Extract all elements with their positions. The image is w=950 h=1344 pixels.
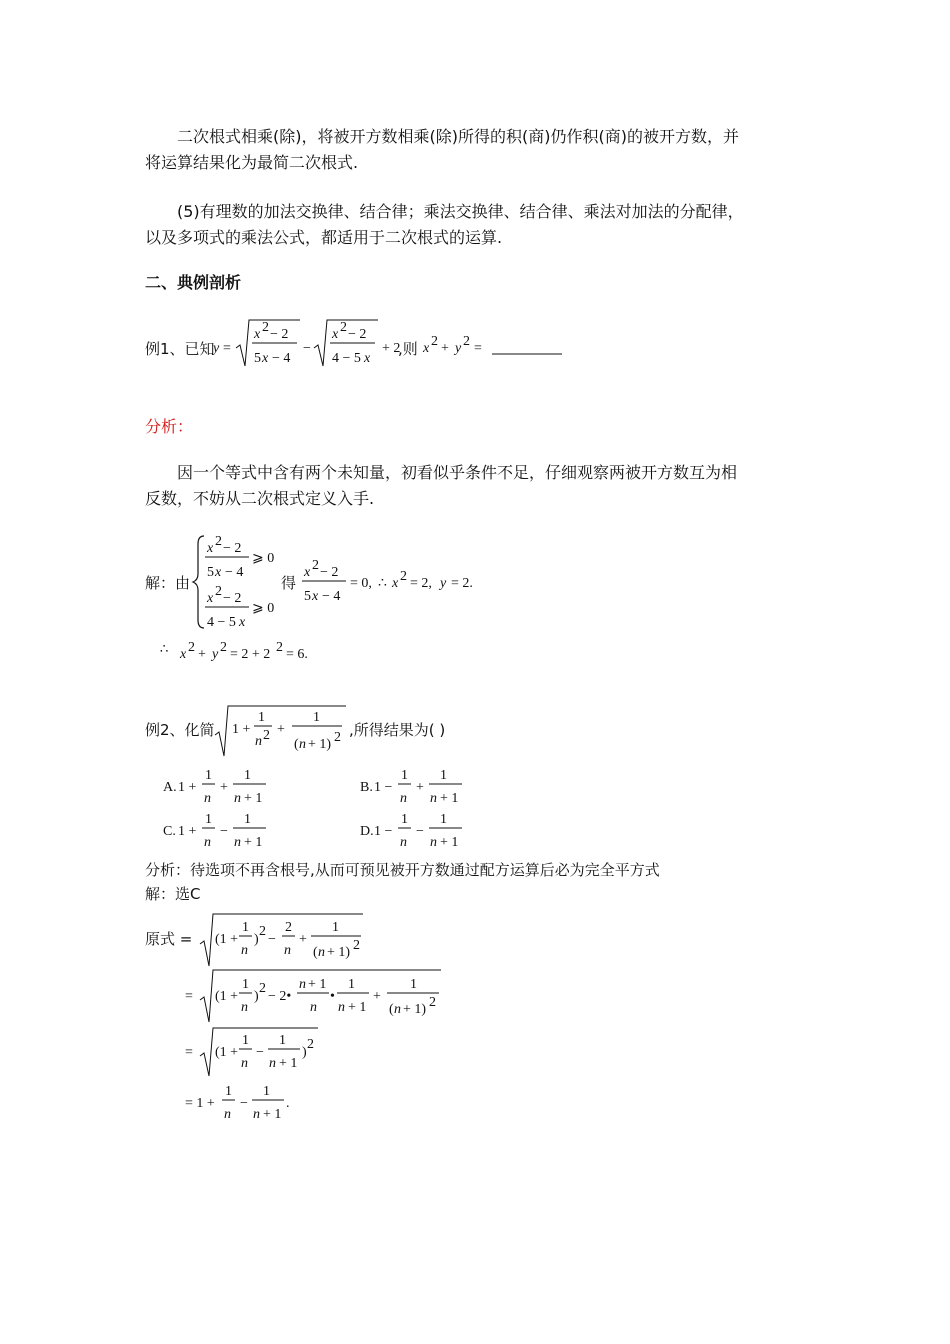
svg-text:− 2: − 2 [320, 565, 339, 580]
option-a-label: A. [163, 780, 177, 795]
svg-text:n: n [430, 791, 437, 806]
svg-text:+ 1: + 1 [244, 835, 263, 850]
svg-text:(1 +: (1 + [215, 989, 239, 1004]
svg-text:1: 1 [205, 768, 212, 783]
svg-text:n: n [299, 737, 306, 752]
svg-text:2: 2 [215, 534, 222, 549]
svg-text:x: x [180, 647, 187, 662]
svg-text:x: x [215, 565, 222, 580]
svg-text:x: x [304, 565, 311, 580]
section-heading: 二、典例剖析 [145, 273, 242, 292]
svg-text:1: 1 [263, 1084, 270, 1099]
svg-text:4 − 5: 4 − 5 [332, 351, 361, 366]
svg-text:n: n [253, 1107, 260, 1122]
analysis-label: 分析： [145, 417, 194, 436]
svg-text:+ 1): + 1) [308, 737, 332, 752]
svg-text:= 2.: = 2. [451, 576, 473, 591]
svg-text:2: 2 [259, 924, 266, 939]
svg-text:n: n [400, 791, 407, 806]
svg-text:5: 5 [304, 589, 311, 604]
svg-text:2: 2 [188, 640, 195, 655]
svg-text:2: 2 [285, 920, 292, 935]
svg-text:+: + [299, 932, 307, 947]
svg-text:− 2•: − 2• [268, 989, 292, 1004]
svg-text:1 +: 1 + [178, 780, 197, 795]
example-2-suffix: ,所得结果为( ) [349, 721, 446, 739]
svg-text:2: 2 [312, 558, 319, 573]
svg-text:x: x [312, 589, 319, 604]
example-2-solution: 解：选C [145, 885, 201, 903]
svg-text:=: = [185, 989, 193, 1004]
svg-text:y: y [455, 341, 462, 356]
svg-text:+ 1: + 1 [440, 791, 459, 806]
original-expression-label: 原式 = [145, 930, 193, 948]
svg-text:n: n [299, 977, 306, 992]
svg-text:2: 2 [262, 320, 269, 335]
svg-text:1: 1 [279, 1033, 286, 1048]
svg-text:x: x [207, 591, 214, 606]
svg-text:n: n [269, 1056, 276, 1071]
svg-text:+: + [416, 780, 424, 795]
svg-text:= 2 + 2: = 2 + 2 [230, 647, 271, 662]
svg-text:+ 1: + 1 [244, 791, 263, 806]
svg-text:2: 2 [215, 584, 222, 599]
svg-text:n: n [338, 1000, 345, 1015]
paragraph-1-line-1: 二次根式相乘(除)，将被开方数相乘(除)所得的积(商)仍作积(商)的被开方数，并 [177, 127, 739, 146]
svg-text:=: = [474, 341, 482, 356]
paragraph-1-line-2: 将运算结果化为最简二次根式. [145, 153, 359, 172]
svg-text:1: 1 [242, 1033, 249, 1048]
svg-text:n: n [400, 835, 407, 850]
svg-text:+ 1: + 1 [440, 835, 459, 850]
paragraph-2-line-2: 以及多项式的乘法公式，都适用于二次根式的运算. [145, 228, 503, 247]
solution-prefix: 解：由 [145, 574, 191, 592]
svg-text:= 6.: = 6. [286, 647, 308, 662]
svg-text:−: − [303, 341, 311, 356]
option-d-label: D. [360, 824, 374, 839]
svg-text:2: 2 [220, 640, 227, 655]
svg-text:2: 2 [340, 320, 347, 335]
svg-text:+: + [220, 780, 228, 795]
svg-text:−: − [416, 824, 424, 839]
svg-text:(1 +: (1 + [215, 1045, 239, 1060]
svg-text:+ 1: + 1 [348, 1000, 367, 1015]
svg-text:2: 2 [259, 981, 266, 996]
svg-text:2: 2 [429, 995, 436, 1010]
svg-text:(1 +: (1 + [215, 932, 239, 947]
svg-text:1 +: 1 + [178, 824, 197, 839]
svg-text:•: • [330, 989, 335, 1004]
svg-text:1: 1 [258, 710, 265, 725]
svg-text:(: ( [389, 1002, 394, 1017]
svg-text:−: − [268, 932, 276, 947]
svg-text:n: n [241, 1000, 248, 1015]
svg-text:1: 1 [313, 710, 320, 725]
svg-text:n: n [255, 734, 262, 749]
svg-text:n: n [310, 1000, 317, 1015]
svg-text:n: n [204, 835, 211, 850]
svg-text:2: 2 [276, 640, 283, 655]
svg-text:x: x [332, 327, 339, 342]
svg-text:2: 2 [334, 730, 341, 745]
svg-text:+ 1): + 1) [403, 1002, 427, 1017]
svg-text:+: + [373, 989, 381, 1004]
svg-text:2: 2 [463, 334, 470, 349]
svg-text:2: 2 [353, 938, 360, 953]
svg-text:1 −: 1 − [374, 780, 393, 795]
svg-text:1 −: 1 − [374, 824, 393, 839]
svg-text:+ 1: + 1 [279, 1056, 298, 1071]
svg-text:n: n [284, 943, 291, 958]
svg-text:− 2: − 2 [223, 541, 242, 556]
therefore-symbol: ∴ [160, 642, 169, 657]
svg-text:x: x [254, 327, 261, 342]
svg-text:= 2,: = 2, [410, 576, 432, 591]
option-b-label: B. [360, 780, 373, 795]
svg-text:.: . [286, 1096, 290, 1111]
svg-text:=: = [223, 341, 231, 356]
svg-text:(: ( [294, 737, 299, 752]
svg-text:− 4: − 4 [322, 589, 341, 604]
svg-text:5: 5 [207, 565, 214, 580]
svg-text:⩾ 0: ⩾ 0 [252, 551, 275, 566]
svg-text:1: 1 [242, 920, 249, 935]
svg-text:+ 1): + 1) [327, 945, 351, 960]
example-1-prefix: 例1、已知 [145, 340, 215, 358]
svg-text:= 0,: = 0, [350, 576, 372, 591]
svg-text:n: n [241, 1056, 248, 1071]
svg-text:1: 1 [348, 977, 355, 992]
svg-text:x: x [364, 351, 371, 366]
example-2-prefix: 例2、化简 [145, 721, 215, 739]
svg-text:+: + [198, 647, 206, 662]
svg-text:+ 2: + 2 [382, 341, 401, 356]
paragraph-2-line-1: (5)有理数的加法交换律、结合律；乘法交换律、结合律、乘法对加法的分配律， [177, 202, 744, 221]
svg-text:2: 2 [431, 334, 438, 349]
svg-text:− 4: − 4 [272, 351, 291, 366]
svg-text:− 4: − 4 [225, 565, 244, 580]
svg-text:1: 1 [244, 768, 251, 783]
svg-text:+: + [277, 722, 285, 737]
svg-text:=: = [185, 1045, 193, 1060]
svg-text:n: n [394, 1002, 401, 1017]
svg-text:): ) [302, 1045, 307, 1060]
svg-text:4 − 5: 4 − 5 [207, 615, 236, 630]
svg-text:−: − [220, 824, 228, 839]
svg-text:5: 5 [254, 351, 261, 366]
svg-text:x: x [207, 541, 214, 556]
analysis-line-1: 因一个等式中含有两个未知量，初看似乎条件不足，仔细观察两被开方数互为相 [177, 463, 738, 482]
svg-text:y: y [440, 576, 447, 591]
example-2-analysis: 分析：待选项不再含根号,从而可预见被开方数通过配方运算后必为完全平方式 [145, 861, 660, 879]
svg-text:n: n [204, 791, 211, 806]
svg-text:∴: ∴ [378, 576, 387, 591]
svg-text:n: n [241, 943, 248, 958]
svg-text:− 2: − 2 [270, 327, 289, 342]
svg-text:x: x [392, 576, 399, 591]
svg-text:− 2: − 2 [223, 591, 242, 606]
svg-text:− 2: − 2 [348, 327, 367, 342]
svg-text:(: ( [313, 945, 318, 960]
svg-text:n: n [234, 791, 241, 806]
svg-text:1: 1 [440, 812, 447, 827]
svg-text:−: − [256, 1045, 264, 1060]
svg-text:+: + [441, 341, 449, 356]
svg-text:+ 1: + 1 [308, 977, 327, 992]
svg-text:n: n [224, 1107, 231, 1122]
svg-text:1: 1 [205, 812, 212, 827]
svg-text:): ) [254, 989, 259, 1004]
svg-text:y: y [213, 341, 220, 356]
svg-text:1: 1 [332, 920, 339, 935]
svg-text:1: 1 [410, 977, 417, 992]
svg-text:n: n [318, 945, 325, 960]
svg-text:1: 1 [401, 812, 408, 827]
svg-text:1: 1 [440, 768, 447, 783]
svg-text:= 1 +: = 1 + [185, 1096, 215, 1111]
svg-text:1 +: 1 + [232, 722, 251, 737]
svg-text:1: 1 [242, 977, 249, 992]
svg-text:1: 1 [401, 768, 408, 783]
svg-text:+ 1: + 1 [263, 1107, 282, 1122]
svg-text:y: y [212, 647, 219, 662]
svg-text:−: − [240, 1096, 248, 1111]
svg-text:1: 1 [244, 812, 251, 827]
svg-text:n: n [234, 835, 241, 850]
svg-text:2: 2 [400, 569, 407, 584]
svg-text:1: 1 [225, 1084, 232, 1099]
option-c-label: C. [163, 824, 176, 839]
analysis-line-2: 反数，不妨从二次根式定义入手. [145, 489, 375, 508]
solution-obtain: 得 [281, 574, 297, 592]
svg-text:x: x [423, 341, 430, 356]
svg-text:x: x [262, 351, 269, 366]
svg-text:x: x [239, 615, 246, 630]
svg-text:): ) [254, 932, 259, 947]
example-1-then: ,则 [398, 340, 418, 358]
svg-text:2: 2 [307, 1037, 314, 1052]
svg-text:2: 2 [263, 728, 270, 743]
svg-text:⩾ 0: ⩾ 0 [252, 601, 275, 616]
svg-text:n: n [430, 835, 437, 850]
